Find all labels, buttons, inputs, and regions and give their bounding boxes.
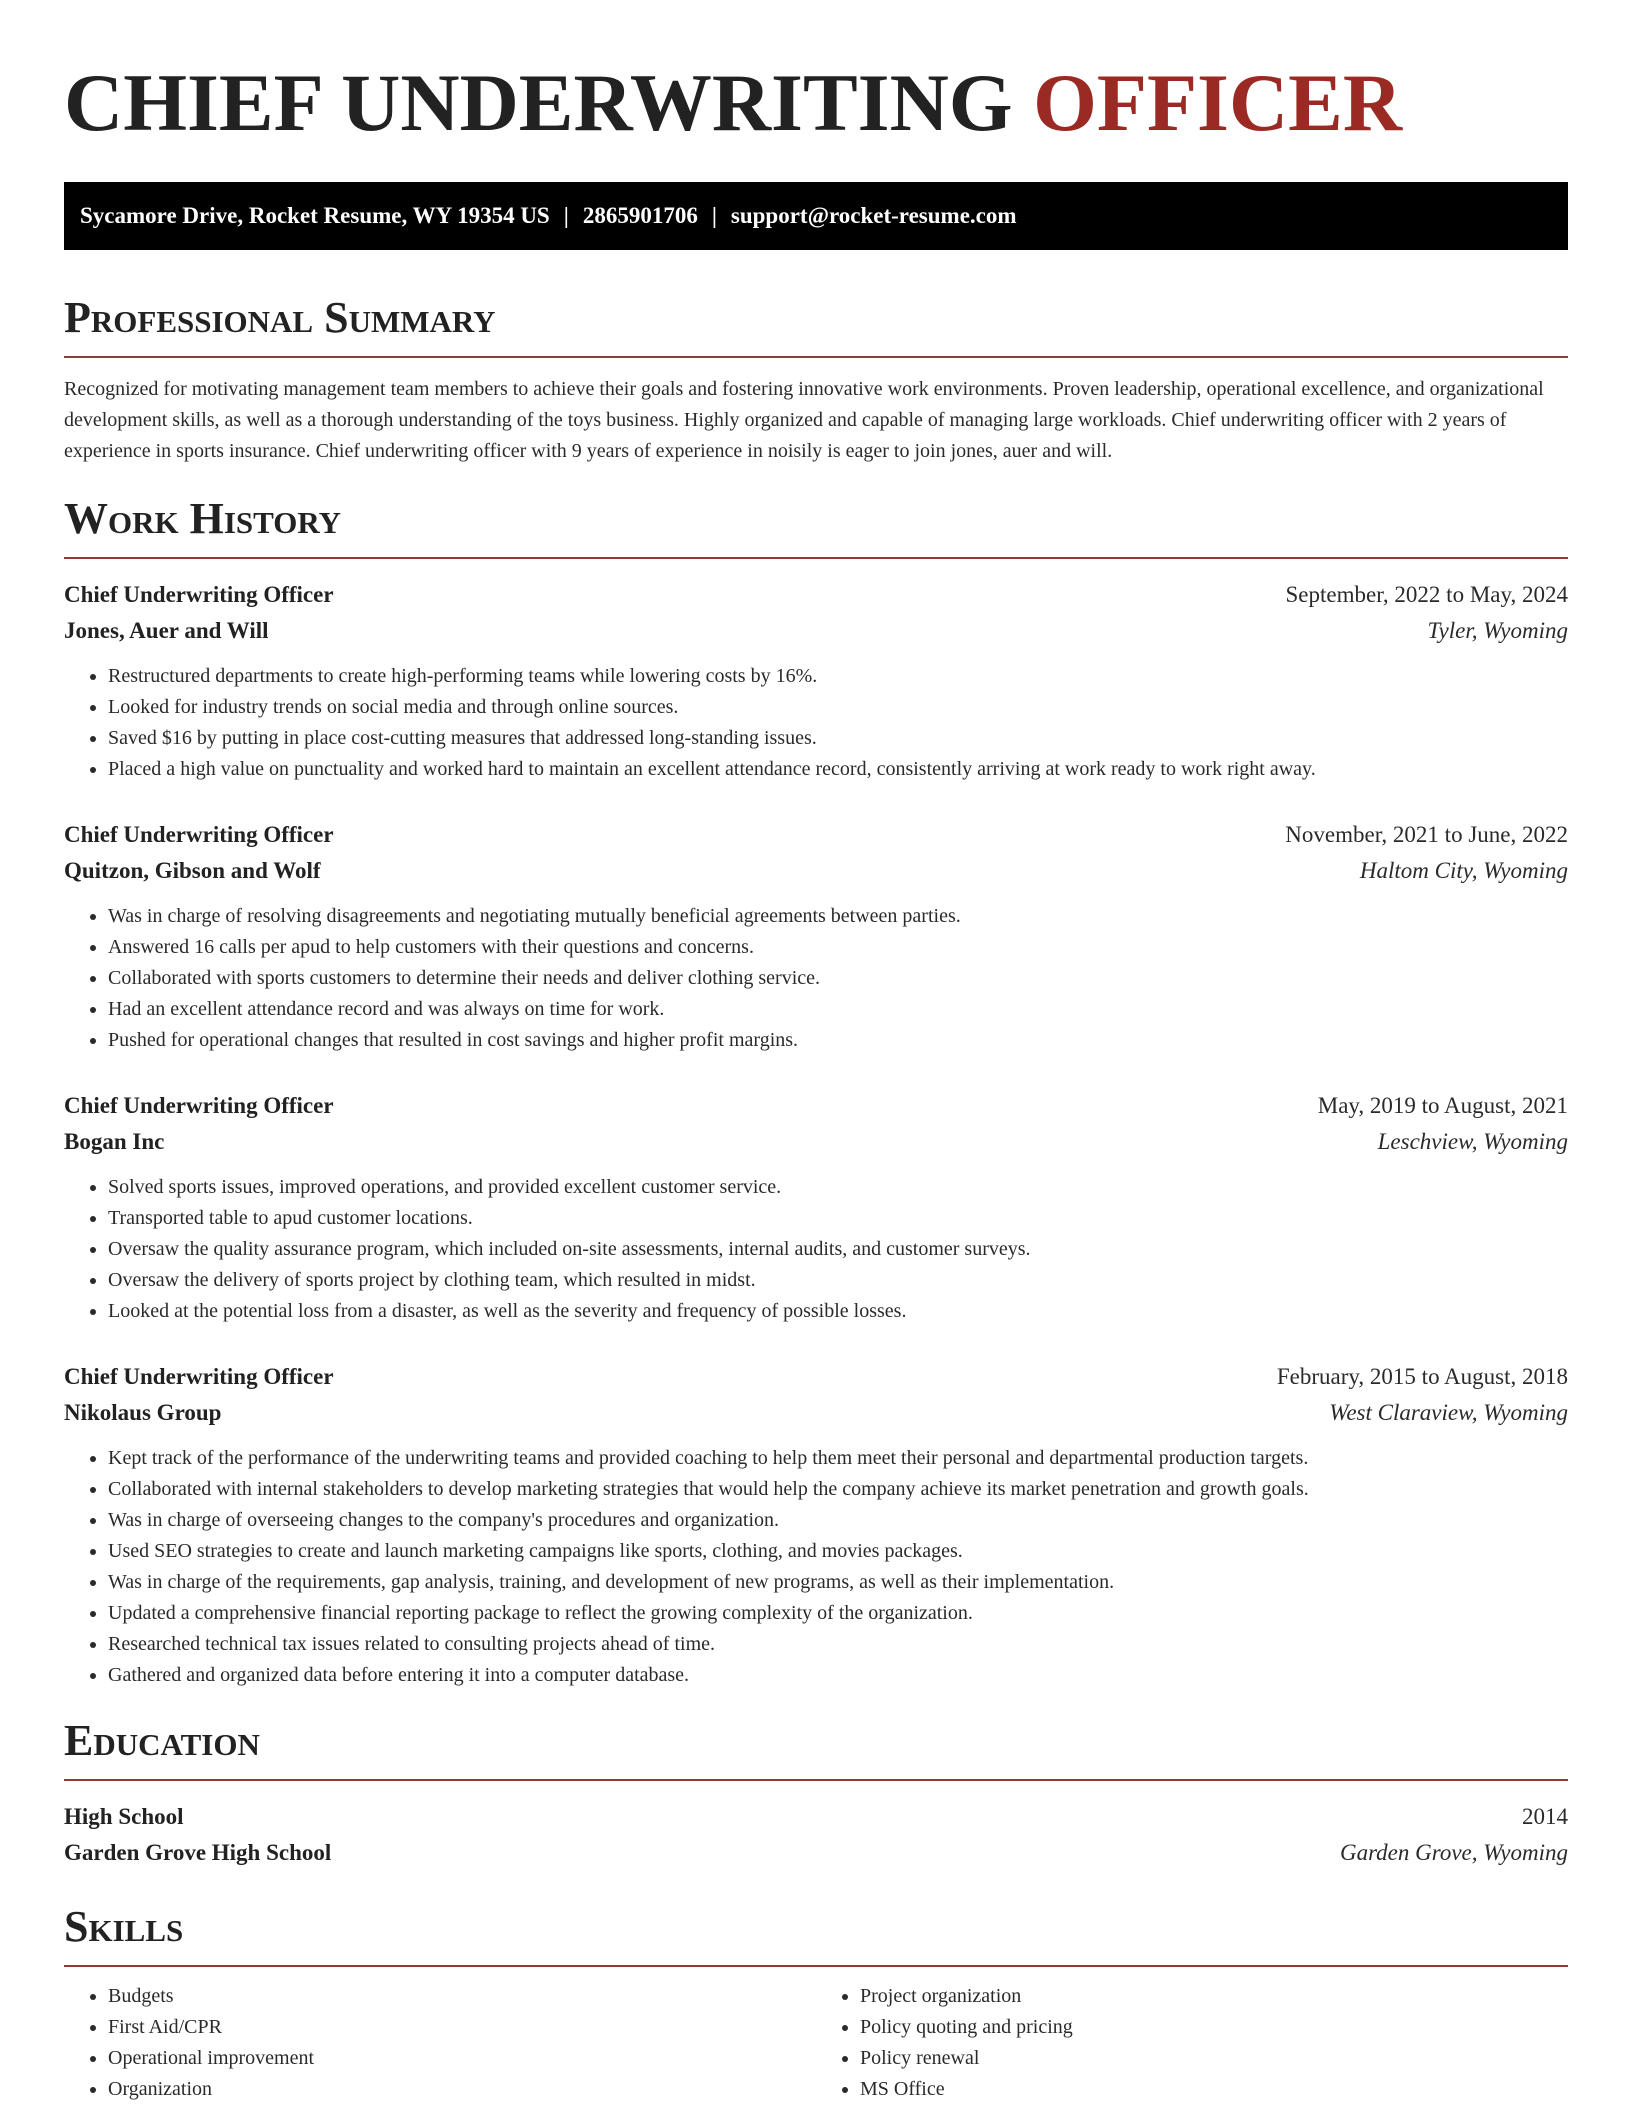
skill-item: • Project organization bbox=[860, 1981, 1568, 2012]
job-bullets bbox=[64, 1172, 1568, 1327]
job-bullet: • Restructured departments to create high-performing teams while lowering costs by 16%. bbox=[108, 661, 1568, 692]
job-dates: May, 2019 to August, 2021 bbox=[1317, 1093, 1568, 1118]
summary-text: Recognized for motivating management team members to achieve their goals and fostering innovative work environments. Proven leadership, operational excellence, and organizational development skills, as well as a thorough understanding of the toys business. Highly organized and capable of managing large workloads. Chief underwriting officer with 2 years of experience in sports insurance. Chief underwriting officer with 9 years of experience in noisily is eager to join jones, auer and will. bbox=[64, 378, 1544, 462]
education-degree: High School bbox=[64, 1804, 184, 1829]
contact-phone: 2865901706 bbox=[582, 203, 698, 228]
section-divider bbox=[64, 557, 1568, 559]
summary-heading: Professional Summary bbox=[64, 293, 496, 342]
skill-item: • Policy quoting and pricing bbox=[860, 2012, 1568, 2043]
job-location: Leschview, Wyoming bbox=[1377, 1129, 1568, 1154]
job-entry bbox=[64, 1088, 1568, 1327]
contact-separator: | bbox=[563, 203, 569, 228]
title-main: CHIEF UNDERWRITING bbox=[64, 57, 1013, 148]
job-location: Tyler, Wyoming bbox=[1427, 618, 1568, 643]
resume-title bbox=[64, 0, 1568, 150]
job-bullets bbox=[64, 661, 1568, 785]
work-history-section bbox=[64, 493, 1568, 1691]
job-title: Chief Underwriting Officer bbox=[64, 1093, 334, 1118]
job-bullet: • Looked for industry trends on social media and through online sources. bbox=[108, 692, 1568, 723]
section-divider bbox=[64, 356, 1568, 358]
section-divider bbox=[64, 1779, 1568, 1781]
skills-section bbox=[64, 1901, 1568, 2105]
contact-bar bbox=[64, 182, 1568, 250]
job-dates: September, 2022 to May, 2024 bbox=[1285, 582, 1568, 607]
contact-separator: | bbox=[711, 203, 717, 228]
job-bullet: • Was in charge of resolving disagreements and negotiating mutually beneficial agreements between parties. bbox=[108, 901, 1568, 932]
job-bullets bbox=[64, 1443, 1568, 1691]
skills-list-right bbox=[816, 1981, 1568, 2105]
job-bullet: • Was in charge of overseeing changes to the company's procedures and organization. bbox=[108, 1505, 1568, 1536]
contact-email: support@rocket-resume.com bbox=[730, 203, 1017, 228]
skill-item: • Operational improvement bbox=[108, 2043, 816, 2074]
work-history-heading: Work History bbox=[64, 494, 342, 543]
job-bullet: • Used SEO strategies to create and launch marketing campaigns like sports, clothing, and movies packages. bbox=[108, 1536, 1568, 1567]
job-bullet: • Placed a high value on punctuality and worked hard to maintain an excellent attendance record, consistently arriving at work ready to work right away. bbox=[108, 754, 1568, 785]
job-bullet: • Transported table to apud customer locations. bbox=[108, 1203, 1568, 1234]
skill-item: • Policy renewal bbox=[860, 2043, 1568, 2074]
job-bullet: • Oversaw the quality assurance program, which included on-site assessments, internal audits, and customer surveys. bbox=[108, 1234, 1568, 1265]
job-bullet: • Saved $16 by putting in place cost-cutting measures that addressed long-standing issues. bbox=[108, 723, 1568, 754]
skill-item: • Budgets bbox=[108, 1981, 816, 2012]
job-entry bbox=[64, 1359, 1568, 1691]
skill-item: • Organization bbox=[108, 2074, 816, 2105]
job-title: Chief Underwriting Officer bbox=[64, 1364, 334, 1389]
job-bullets bbox=[64, 901, 1568, 1056]
job-company: Quitzon, Gibson and Wolf bbox=[64, 858, 321, 883]
skills-columns bbox=[64, 1981, 1568, 2105]
job-company: Nikolaus Group bbox=[64, 1400, 222, 1425]
education-section bbox=[64, 1715, 1568, 1871]
job-bullet: • Collaborated with internal stakeholders to develop marketing strategies that would help the company achieve its market penetration and growth goals. bbox=[108, 1474, 1568, 1505]
job-entry bbox=[64, 817, 1568, 1056]
job-bullet: • Gathered and organized data before entering it into a computer database. bbox=[108, 1660, 1568, 1691]
education-school: Garden Grove High School bbox=[64, 1840, 332, 1865]
title-accent: OFFICER bbox=[1033, 57, 1403, 148]
education-heading: Education bbox=[64, 1716, 260, 1765]
job-location: West Claraview, Wyoming bbox=[1329, 1400, 1568, 1425]
job-bullet: • Kept track of the performance of the underwriting teams and provided coaching to help them meet their personal and departmental production targets. bbox=[108, 1443, 1568, 1474]
job-dates: November, 2021 to June, 2022 bbox=[1285, 822, 1568, 847]
job-company: Bogan Inc bbox=[64, 1129, 165, 1154]
contact-address: Sycamore Drive, Rocket Resume, WY 19354 US bbox=[80, 203, 550, 228]
job-bullet: • Was in charge of the requirements, gap analysis, training, and development of new programs, as well as their implementation. bbox=[108, 1567, 1568, 1598]
skill-item: • First Aid/CPR bbox=[108, 2012, 816, 2043]
job-company: Jones, Auer and Will bbox=[64, 618, 269, 643]
job-title: Chief Underwriting Officer bbox=[64, 582, 334, 607]
job-bullet: • Oversaw the delivery of sports project by clothing team, which resulted in midst. bbox=[108, 1265, 1568, 1296]
job-entry bbox=[64, 577, 1568, 785]
skill-item: • MS Office bbox=[860, 2074, 1568, 2105]
section-divider bbox=[64, 1965, 1568, 1967]
skills-list-left bbox=[64, 1981, 816, 2105]
job-dates: February, 2015 to August, 2018 bbox=[1276, 1364, 1568, 1389]
job-bullet: • Had an excellent attendance record and was always on time for work. bbox=[108, 994, 1568, 1025]
summary-section bbox=[64, 292, 1568, 467]
job-bullet: • Researched technical tax issues related to consulting projects ahead of time. bbox=[108, 1629, 1568, 1660]
job-bullet: • Updated a comprehensive financial reporting package to reflect the growing complexity of the organization. bbox=[108, 1598, 1568, 1629]
job-bullet: • Answered 16 calls per apud to help customers with their questions and concerns. bbox=[108, 932, 1568, 963]
skills-heading: Skills bbox=[64, 1902, 184, 1951]
job-bullet: • Collaborated with sports customers to determine their needs and deliver clothing service. bbox=[108, 963, 1568, 994]
job-bullet: • Solved sports issues, improved operations, and provided excellent customer service. bbox=[108, 1172, 1568, 1203]
job-title: Chief Underwriting Officer bbox=[64, 822, 334, 847]
job-bullet: • Pushed for operational changes that resulted in cost savings and higher profit margins. bbox=[108, 1025, 1568, 1056]
job-location: Haltom City, Wyoming bbox=[1359, 858, 1568, 883]
education-location: Garden Grove, Wyoming bbox=[1339, 1840, 1568, 1865]
education-year: 2014 bbox=[1522, 1804, 1568, 1829]
job-bullet: • Looked at the potential loss from a disaster, as well as the severity and frequency of possible losses. bbox=[108, 1296, 1568, 1327]
